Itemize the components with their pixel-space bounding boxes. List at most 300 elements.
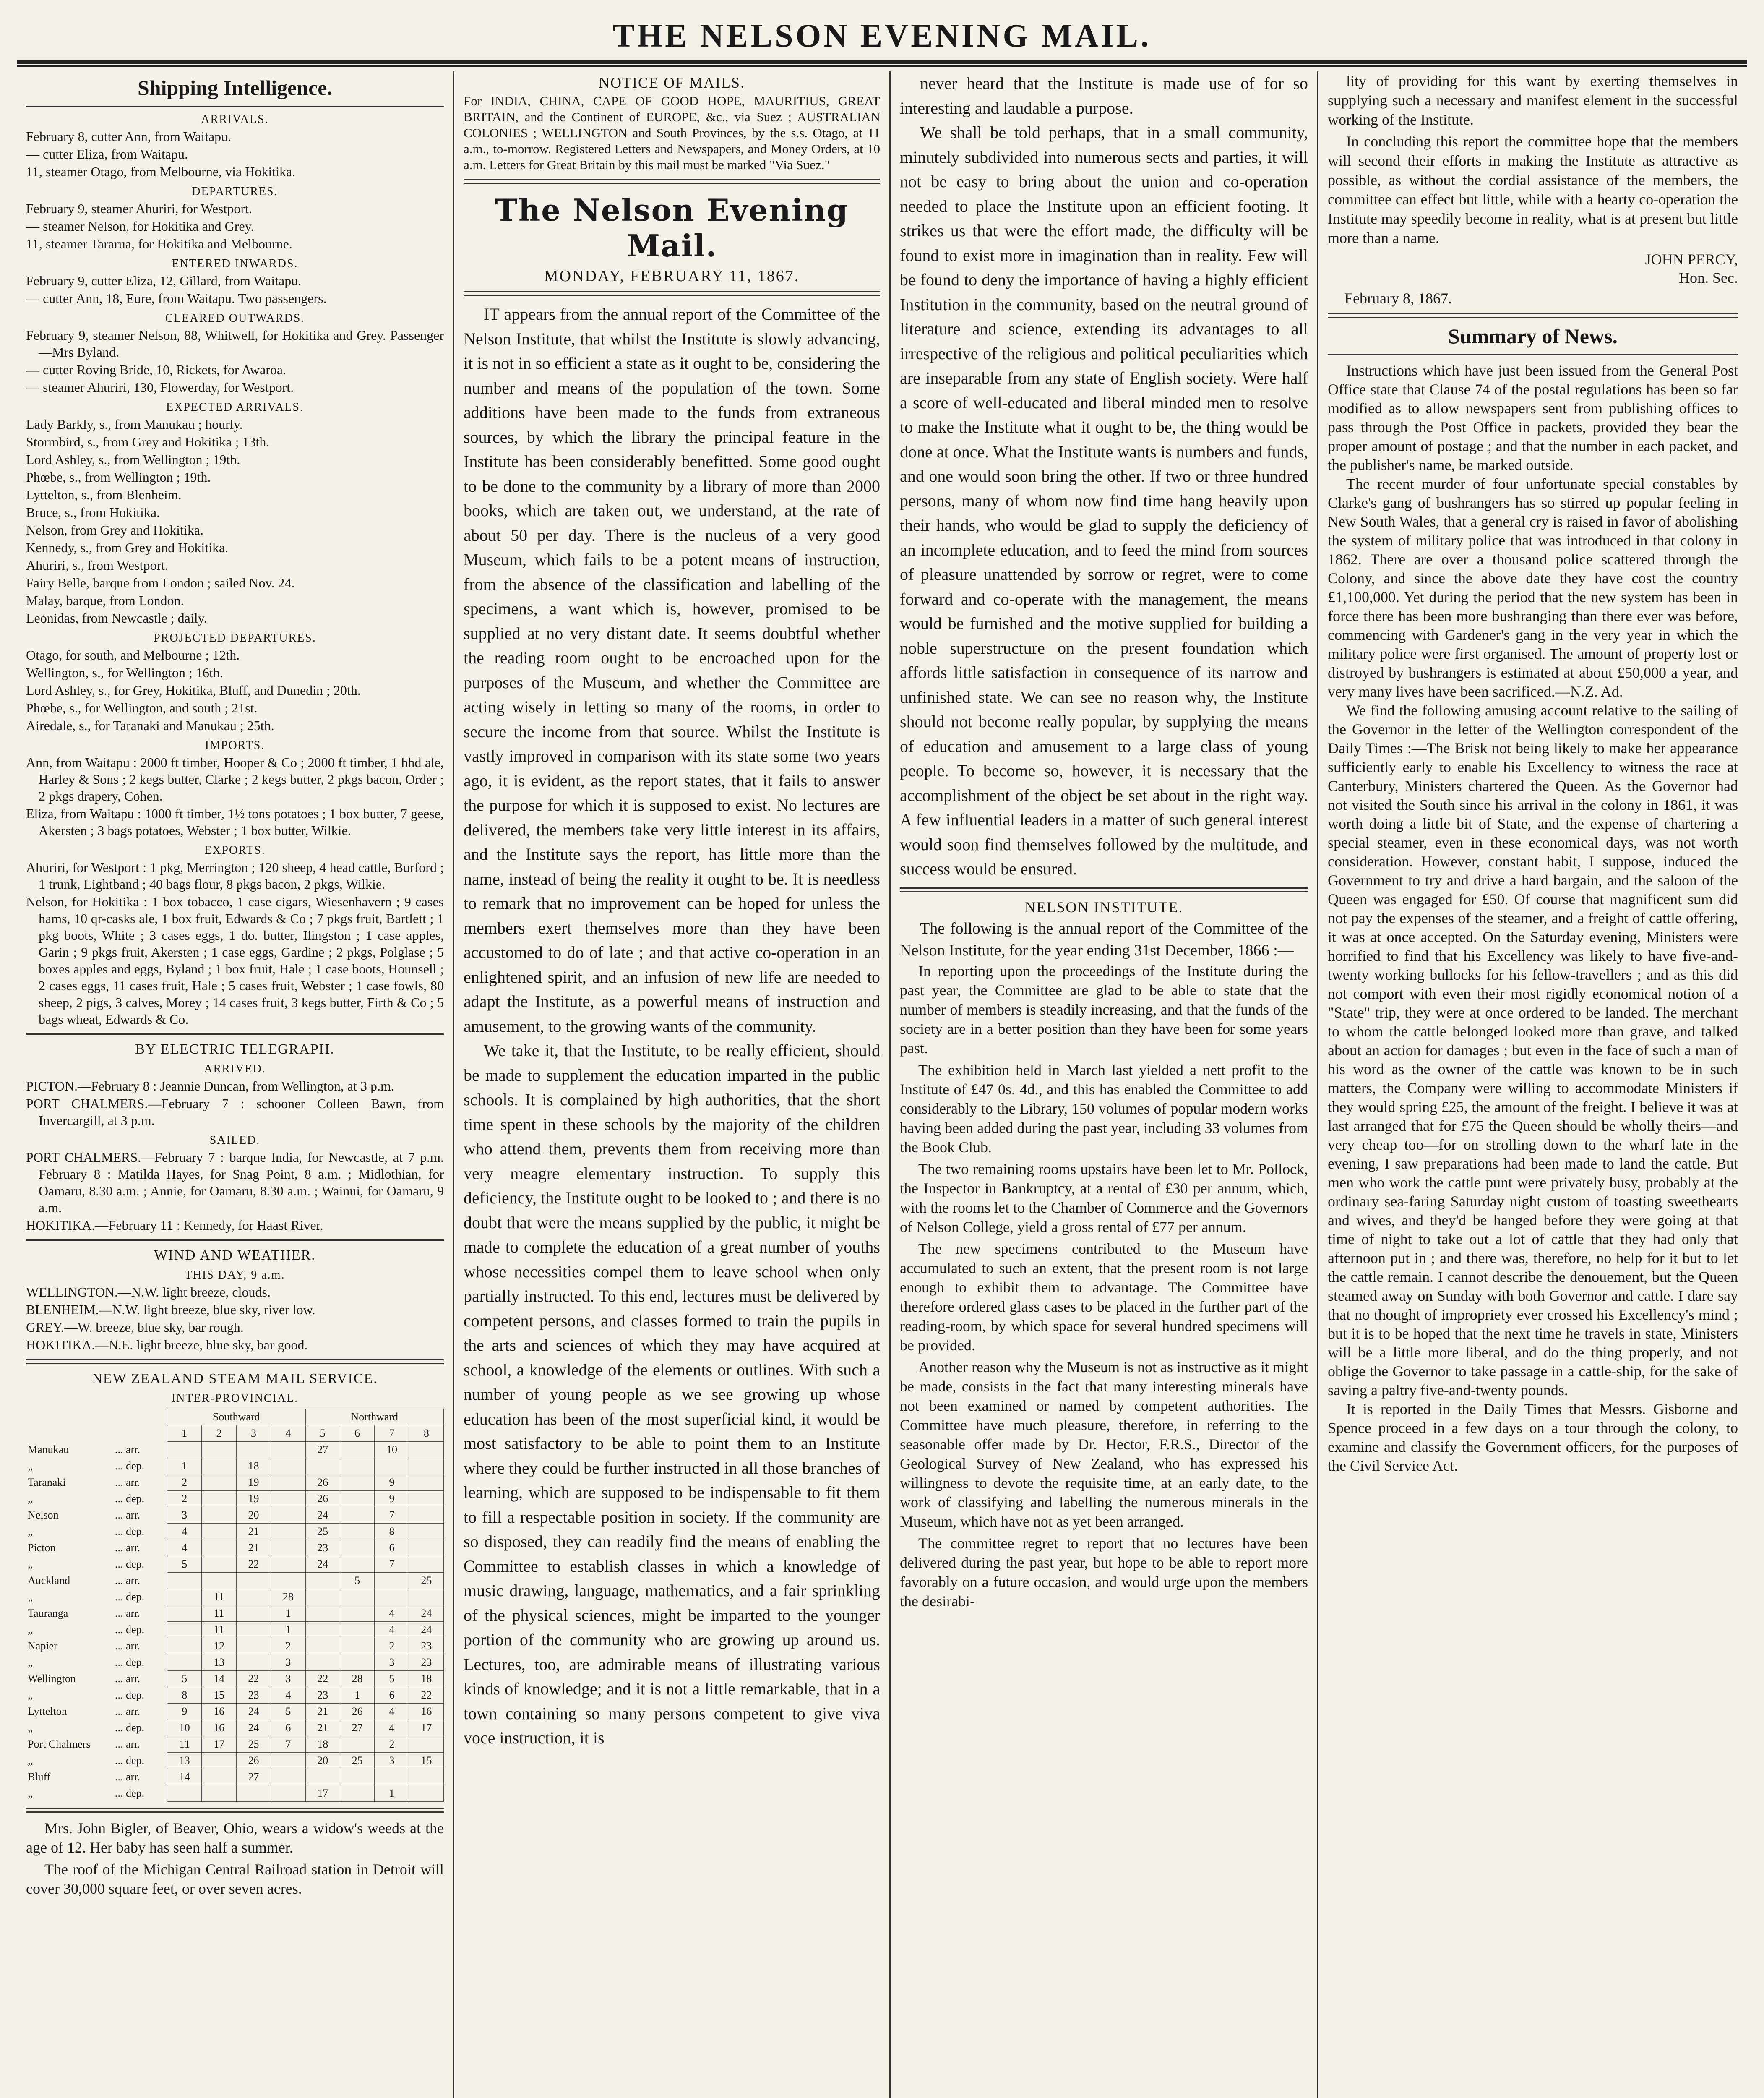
mail-header-row xyxy=(26,1425,444,1442)
mail-service-head: NEW ZEALAND STEAM MAIL SERVICE. xyxy=(92,1371,378,1386)
mail-cell: 8 xyxy=(375,1524,409,1540)
expected-list xyxy=(26,416,444,626)
exports-list xyxy=(26,859,444,1028)
paragraph: The two remaining rooms upstairs have been let to Mr. Pollock, the Inspector in Bankruptcy, at a rental of £30 per annum, which, with the rooms let to the Chamber of Commerce and the Governors of Nelson College, yield a gross rental of £77 per annum. xyxy=(900,1160,1308,1235)
mail-arr-dep: ... arr. xyxy=(115,1443,140,1456)
table-row xyxy=(26,1638,444,1654)
mail-cell xyxy=(202,1524,236,1540)
mail-cell: 4 xyxy=(167,1524,202,1540)
arrivals-head: ARRIVALS. xyxy=(201,113,269,126)
mail-cell xyxy=(409,1736,443,1753)
list-item: Eliza, from Waitapu : 1000 ft timber, 1½ tons potatoes ; 1 box butter, 7 geese, Akersten ; 3 bags potatoes, Webster ; 1 box butter, Wilkie. xyxy=(26,806,444,838)
mail-cell: 26 xyxy=(305,1491,340,1507)
cleared-list xyxy=(26,327,444,396)
signature-title: Hon. Sec. xyxy=(1679,269,1738,286)
mail-cell xyxy=(305,1605,340,1622)
mail-cell: 3 xyxy=(375,1654,409,1671)
departures-head: DEPARTURES. xyxy=(192,185,278,198)
paragraph: lity of providing for this want by exerting themselves in supplying such a necessary and manifest element in the successful working of the Institute. xyxy=(1328,73,1738,128)
mail-cell: 24 xyxy=(236,1704,271,1720)
mail-col-header: 6 xyxy=(340,1425,374,1442)
mail-arr-dep: ... arr. xyxy=(115,1509,140,1521)
mail-cell: 23 xyxy=(305,1540,340,1556)
mail-cell: 16 xyxy=(202,1704,236,1720)
list-item: PICTON.—February 8 : Jeannie Duncan, from Wellington, at 3 p.m. xyxy=(26,1078,394,1093)
mail-cell xyxy=(340,1654,374,1671)
mail-cell: 21 xyxy=(236,1540,271,1556)
news-item: It is reported in the Daily Times that Messrs. Gisborne and Spence proceed in a few days on a tour through the colony, to examine and classify the Government officers, for the purposes of the Civil Service Act. xyxy=(1328,1401,1738,1474)
mail-cell: 1 xyxy=(375,1785,409,1802)
table-row xyxy=(26,1736,444,1753)
mail-place: „ xyxy=(28,1787,33,1799)
mail-cell xyxy=(409,1442,443,1458)
paragraph: The committee regret to report that no lectures have been delivered during the past year, but hope to be able to report more favorably on a future occasion, and would urge upon the members the desirabi- xyxy=(900,1534,1308,1610)
mail-place: Picton xyxy=(28,1542,56,1554)
mail-cell: 17 xyxy=(202,1736,236,1753)
table-row xyxy=(26,1671,444,1687)
mail-place: „ xyxy=(28,1623,33,1636)
mail-cell: 24 xyxy=(305,1556,340,1573)
mail-arr-dep: ... dep. xyxy=(115,1460,145,1472)
mail-cell: 3 xyxy=(271,1654,305,1671)
mail-cell: 21 xyxy=(305,1720,340,1736)
list-item: Ahuriri, s., from Westport. xyxy=(26,558,169,573)
divider xyxy=(26,1239,444,1241)
divider xyxy=(26,1033,444,1035)
mail-cell xyxy=(202,1573,236,1589)
mail-cell xyxy=(340,1785,374,1802)
mail-cell xyxy=(236,1654,271,1671)
mail-cell: 22 xyxy=(305,1671,340,1687)
mail-cell xyxy=(340,1556,374,1573)
mail-cell: 7 xyxy=(271,1736,305,1753)
list-item: BLENHEIM.—N.W. light breeze, blue sky, river low. xyxy=(26,1302,315,1317)
mail-cell xyxy=(409,1589,443,1605)
signature-name: JOHN PERCY, xyxy=(1645,251,1738,268)
mail-cell xyxy=(340,1638,374,1654)
mail-cell xyxy=(305,1654,340,1671)
list-item: February 9, cutter Eliza, 12, Gillard, from Waitapu. xyxy=(26,273,302,288)
paragraph: The exhibition held in March last yielded a nett profit to the Institute of £47 0s. 4d., and this has enabled the Committee to add considerably to the Library, 150 volumes of popular modern works having been added during the past year, including 33 volumes from the Book Club. xyxy=(900,1061,1308,1156)
projected-list xyxy=(26,647,444,734)
mail-cell xyxy=(409,1785,443,1802)
list-item: 11, steamer Otago, from Melbourne, via Hokitika. xyxy=(26,164,296,179)
mail-cell: 26 xyxy=(305,1474,340,1491)
list-item: Phœbe, s., from Wellington ; 19th. xyxy=(26,470,211,485)
mail-place: „ xyxy=(28,1493,33,1505)
table-row xyxy=(26,1720,444,1736)
list-item: Ahuriri, for Westport : 1 pkg, Merrington ; 120 sheep, 4 head cattle, Burford ; 1 trunk, Lightband ; 40 bags flour, 8 pkgs bacon, 2 pkgs, Wilkie. xyxy=(26,860,444,892)
mail-cell: 7 xyxy=(375,1556,409,1573)
weather-sub: THIS DAY, 9 a.m. xyxy=(185,1268,285,1281)
mail-place: „ xyxy=(28,1722,33,1734)
mail-arr-dep: ... arr. xyxy=(115,1705,140,1717)
mail-cell: 11 xyxy=(202,1605,236,1622)
mail-place: „ xyxy=(28,1656,33,1668)
mail-cell xyxy=(375,1458,409,1474)
table-row xyxy=(26,1654,444,1671)
mail-cell xyxy=(202,1769,236,1785)
mail-place: Wellington xyxy=(28,1673,76,1685)
column-3 xyxy=(889,71,1317,2098)
list-item: February 8, cutter Ann, from Waitapu. xyxy=(26,129,232,144)
mail-cell: 22 xyxy=(236,1671,271,1687)
imports-head: IMPORTS. xyxy=(205,739,265,752)
mail-arr-dep: ... arr. xyxy=(115,1771,140,1783)
divider xyxy=(900,887,1308,892)
mail-cell: 27 xyxy=(236,1769,271,1785)
list-item: Nelson, for Hokitika : 1 box tobacco, 1 case cigars, Wiesenhavern ; 9 cases hams, 10 qr-casks ale, 1 box fruit, Edwards & Co ; 7 pkgs fruit, Bartlett ; 1 pkg boots, White ; 3 cases eggs, 1 do. butter, Ilingston ; 1 case apples, Garin ; 9 pkgs fruit, Akersten ; 1 case eggs, Gardine ; 2 pkgs, Polglase ; 5 boxes apples and eggs, Byland ; 1 box fruit, Hale ; 1 case boots, Hounsell ; 2 cases eggs, 11 cases fruit, Hale ; 5 cases fruit, Webster ; 1 case fowls, 80 sheep, 2 pigs, 3 calves, Morey ; 14 cases fruit, 3 kegs butter, Firth & Co ; 5 bags wheat, Edwards & Co. xyxy=(26,894,444,1027)
mail-cell: 5 xyxy=(375,1671,409,1687)
mail-cell xyxy=(202,1458,236,1474)
mail-cell: 19 xyxy=(236,1474,271,1491)
masthead-title: THE NELSON EVENING MAIL. xyxy=(612,17,1152,54)
mail-cell: 7 xyxy=(375,1507,409,1524)
mail-arr-dep: ... arr. xyxy=(115,1476,140,1488)
mail-cell xyxy=(409,1507,443,1524)
news-title: Summary of News. xyxy=(1448,324,1618,348)
list-item: Lord Ashley, s., for Grey, Hokitika, Bluff, and Dunedin ; 20th. xyxy=(26,683,361,698)
mail-place: Port Chalmers xyxy=(28,1738,91,1750)
notice-title: NOTICE OF MAILS. xyxy=(598,74,745,91)
divider xyxy=(1328,354,1738,355)
table-row xyxy=(26,1589,444,1605)
arrivals-list xyxy=(26,128,444,180)
mail-cell xyxy=(305,1622,340,1638)
mail-cell xyxy=(271,1507,305,1524)
mail-cell xyxy=(271,1785,305,1802)
news-items xyxy=(1328,361,1738,1475)
mail-cell: 10 xyxy=(167,1720,202,1736)
list-item: Leonidas, from Newcastle ; daily. xyxy=(26,611,207,626)
mail-place: „ xyxy=(28,1754,33,1767)
mail-arr-dep: ... dep. xyxy=(115,1656,145,1668)
mail-arr-dep: ... dep. xyxy=(115,1754,145,1767)
mail-cell: 1 xyxy=(271,1605,305,1622)
news-item: We find the following amusing account relative to the sailing of the Governor in the letter of the Wellington correspondent of the Daily Times :—The Brisk not being likely to make her appearance sufficiently early to enable his Excellency to witness the race at Canterbury, Ministers chartered the Queen. As the Governor had not visited the South since his arrival in the colony in 1861, it was worth doing a little bit of State, and the expense of chartering a special steamer, even in these economical days, was not worth consideration. However, constant habit, I suppose, induced the Government to try and drive a hard bargain, and the saloon of the Queen was engaged for £50. Of course that magnificent sum did not pay the expenses of the steamer, and a freight of cattle offering, it was at once accepted. On the Saturday evening, Ministers were horrified to find that his Excellency was likely to have five-and-twenty working bullocks for his fellow-travellers ; and as this did not comport with even their most rigidly economical notion of a "State" trip, they were at once ordered to be landed. The merchant to whom the cattle belonged looked more than grave, and talked about an action for damages ; but even in the face of such a man of his word as the owner of the cattle was known to be in such matters, the Company were willing to accommodate Ministers if they would spring £25, the amount of the freight. I believe it was at last arranged that for £75 the Queen should be wholly theirs—and very cheap too—for on strolling down to the wharf late in the evening, I saw preparations had been made to land the cattle. But men who work the cattle punt were privately busy, probably at the ordinary sea-faring Saturday night custom of toasting sweethearts and wives, and they'd be hanged before they were going at that time of night to take out a lot of cattle that they had only that afternoon put in ; and there was, therefore, no help for it but to let the cattle remain. I cannot describe the denouement, but the Queen steamed away on Sunday with both Governor and cattle. I dare say that no thought of impropriety ever crossed his Excellency's mind ; but it is to be hoped that the next time he travels in state, Ministers will be a little more liberal, and do the thing properly, and not oblige the Governor to take passage in a cattle-ship, for the sake of saving a paltry five-and-twenty pounds. xyxy=(1328,702,1738,1399)
masthead xyxy=(0,0,1764,63)
mail-cell xyxy=(271,1540,305,1556)
mail-cell: 11 xyxy=(167,1736,202,1753)
shipping-title: Shipping Intelligence. xyxy=(138,76,332,99)
mail-cell: 8 xyxy=(167,1687,202,1704)
list-item: Airedale, s., for Taranaki and Manukau ; 25th. xyxy=(26,718,274,733)
paragraph: In concluding this report the committee hope that the members will second their efforts in making the Institute as attractive as possible, as without the cordial assistance of the members, the committee can effect but little, while with a hearty co-operation the Institute may speedily become in reality, what is at present but little more than a name. xyxy=(1328,133,1738,246)
table-row xyxy=(26,1704,444,1720)
mail-arr-dep: ... dep. xyxy=(115,1591,145,1603)
mail-cell: 4 xyxy=(271,1687,305,1704)
mail-cell xyxy=(236,1442,271,1458)
mail-arr-dep: ... arr. xyxy=(115,1542,140,1554)
mail-cell xyxy=(340,1491,374,1507)
mail-cell xyxy=(167,1442,202,1458)
mail-cell xyxy=(167,1589,202,1605)
list-item: Lord Ashley, s., from Wellington ; 19th. xyxy=(26,452,240,467)
paragraph: We shall be told perhaps, that in a small community, minutely subdivided into numerous sects and parties, it will not be easy to bring about the union and co-operation needed to place the Institute upon an efficient footing. It strikes us that were the effort made, the difficulty will be found to exist more in imagination than in reality. Few will be found to deny the importance of having a highly efficient Institution in the community, based on the neutral ground of literature and science, extending its advantages to all irrespective of the religious and political peculiarities which are inseparable from any state of English society. Were half a score of well-educated and liberal minded men to resolve to make the Institute what it ought to be, the thing would be done at once. What the Institute wants is numbers and funds, and one would soon bring the other. If two or three hundred persons, many of whom now find time hang heavily upon their hands, who would be glad to supply the deficiency of an incomplete education, and to feed the mind from sources of pleasure unattended by sorrow or regret, were to come forward and co-operate with the management, the means would be furnished and the motive supplied for building a noble superstructure on the present foundation which affords little satisfaction in consequence of its narrow and unfinished state. We can see no reason why, the Institute should not become really popular, by supplying the means of education and amusement to a large class of young people. To become so, however, it is necessary that the accomplishment of the object be set about in the right way. A few influential leaders in a matter of such general interest would soon find themselves followed by the multitude, and success would be ensured. xyxy=(900,123,1308,878)
table-row xyxy=(26,1524,444,1540)
mail-col-header: 3 xyxy=(236,1425,271,1442)
entered-list xyxy=(26,272,444,307)
mail-cell xyxy=(409,1474,443,1491)
list-item: Nelson, from Grey and Hokitika. xyxy=(26,522,204,538)
mail-group-south: Southward xyxy=(167,1409,306,1425)
mail-cell: 17 xyxy=(409,1720,443,1736)
mail-cell: 18 xyxy=(305,1736,340,1753)
paragraph: Another reason why the Museum is not as instructive as it might be made, consists in the fact that many interesting minerals have not been examined or named by competent authorities. The Committee have much pleasure, therefore, in referring to the seasonable offer made by Dr. Hector, F.R.S., Director of the Geological Survey of New Zealand, who has expressed his willingness to devote the requisite time, at an early date, to the work of classifying and labelling the numerous minerals in the Museum, which have not as yet been arranged. xyxy=(900,1358,1308,1530)
list-item: — cutter Eliza, from Waitapu. xyxy=(26,146,188,162)
mail-arr-dep: ... dep. xyxy=(115,1722,145,1734)
mail-cell xyxy=(202,1442,236,1458)
arrived-list xyxy=(26,1078,444,1129)
table-row xyxy=(26,1507,444,1524)
mail-cell: 14 xyxy=(202,1671,236,1687)
mail-place: Nelson xyxy=(28,1509,59,1521)
list-item: February 9, steamer Nelson, 88, Whitwell, for Hokitika and Grey. Passenger—Mrs Byland. xyxy=(26,328,444,360)
mail-cell: 9 xyxy=(375,1474,409,1491)
mail-cell xyxy=(340,1736,374,1753)
mail-schedule-table xyxy=(26,1409,444,1802)
paragraph: In reporting upon the proceedings of the Institute during the past year, the Committee are glad to be able to state that the number of members is steadily increasing, and that the funds of the society are in a better position than they have been for some years past. xyxy=(900,962,1308,1057)
mail-cell xyxy=(340,1605,374,1622)
mail-cell: 3 xyxy=(167,1507,202,1524)
mail-place: „ xyxy=(28,1591,33,1603)
mail-cell xyxy=(202,1785,236,1802)
telegraph-head: BY ELECTRIC TELEGRAPH. xyxy=(135,1041,335,1057)
imports-list xyxy=(26,754,444,839)
divider xyxy=(464,179,880,184)
column-2 xyxy=(453,71,889,2098)
list-item: — cutter Roving Bride, 10, Rickets, for Awaroa. xyxy=(26,362,287,377)
mail-place: Auckland xyxy=(28,1574,70,1587)
table-row xyxy=(26,1573,444,1589)
mail-cell xyxy=(340,1589,374,1605)
mail-cell: 2 xyxy=(375,1638,409,1654)
departures-list xyxy=(26,200,444,252)
table-row xyxy=(26,1785,444,1802)
mail-cell xyxy=(375,1589,409,1605)
mail-cell: 16 xyxy=(202,1720,236,1736)
news-item: Instructions which have just been issued from the General Post Office state that Clause 74 of the postal regulations has been so far modified as to allow newspapers sent from publishing offices to pass through the Post Office in packets, provided they bear the proper amount of postage ; and that the number in each packet, and the publisher's name, be marked outside. xyxy=(1328,362,1738,473)
mail-place: „ xyxy=(28,1525,33,1537)
mail-cell: 24 xyxy=(409,1622,443,1638)
mail-cell: 1 xyxy=(340,1687,374,1704)
mail-cell: 22 xyxy=(236,1556,271,1573)
mail-cell xyxy=(236,1605,271,1622)
mail-cell xyxy=(202,1556,236,1573)
mail-cell xyxy=(236,1589,271,1605)
mail-cell xyxy=(409,1556,443,1573)
sailed-list xyxy=(26,1149,444,1234)
table-row xyxy=(26,1442,444,1458)
list-item: Ann, from Waitapu : 2000 ft timber, Hooper & Co ; 2000 ft timber, 1 hhd ale, Harley & Sons ; 2 kegs butter, Clarke ; 2 kegs butter, 2 pkgs bacon, Order ; 2 pkgs drapery, Cohen. xyxy=(26,755,444,804)
mail-cell xyxy=(202,1491,236,1507)
news-item: The recent murder of four unfortunate special constables by Clarke's gang of bushrangers has so stirred up popular feeling in New South Wales, that a general cry is raised in favor of abolishing the system of military police that was introduced in that colony in 1862. There are over a thousand police scattered through the Colony, and since the above date they have cost the country £1,100,000. Yet during the period that the new system has been in force there has been more bushranging than there ever was before, commencing with Gardener's gang in the very year in which the military police were first organised. The amount of property lost or distroyed by bushrangers is estimated at about £50,000 a year, and very many lives have been sacrificed.—N.Z. Ad. xyxy=(1328,475,1738,700)
mail-cell: 25 xyxy=(340,1753,374,1769)
mail-cell xyxy=(236,1622,271,1638)
mail-cell xyxy=(305,1638,340,1654)
sailed-head: SAILED. xyxy=(209,1134,261,1147)
editorial-continued xyxy=(900,71,1308,882)
mail-cell: 25 xyxy=(236,1736,271,1753)
masthead-rule-thin xyxy=(17,65,1747,67)
mail-place: Bluff xyxy=(28,1771,51,1783)
mail-col-header: 8 xyxy=(409,1425,443,1442)
mail-cell: 25 xyxy=(409,1573,443,1589)
list-item: Lyttelton, s., from Blenheim. xyxy=(26,487,182,502)
mail-cell: 2 xyxy=(271,1638,305,1654)
mail-cell: 4 xyxy=(375,1704,409,1720)
table-row xyxy=(26,1622,444,1638)
mail-cell xyxy=(167,1638,202,1654)
mail-cell xyxy=(340,1474,374,1491)
arrived-head: ARRIVED. xyxy=(204,1062,266,1075)
list-item: — cutter Ann, 18, Eure, from Waitapu. Two passengers. xyxy=(26,291,327,306)
list-item: Fairy Belle, barque from London ; sailed Nov. 24. xyxy=(26,575,295,590)
mail-cell: 22 xyxy=(409,1687,443,1704)
mail-cell: 19 xyxy=(236,1491,271,1507)
mail-cell xyxy=(167,1654,202,1671)
mail-cell: 27 xyxy=(340,1720,374,1736)
list-item: Otago, for south, and Melbourne ; 12th. xyxy=(26,647,240,663)
mail-cell xyxy=(202,1474,236,1491)
mail-cell: 5 xyxy=(167,1556,202,1573)
mail-cell xyxy=(271,1458,305,1474)
mail-cell xyxy=(409,1524,443,1540)
mail-cell xyxy=(202,1507,236,1524)
mail-cell: 2 xyxy=(375,1736,409,1753)
mail-place: „ xyxy=(28,1558,33,1570)
weather-head: WIND AND WEATHER. xyxy=(154,1247,316,1263)
mail-cell: 3 xyxy=(271,1671,305,1687)
mail-cell: 28 xyxy=(271,1589,305,1605)
mail-cell xyxy=(236,1638,271,1654)
paper-title: The Nelson Evening Mail. xyxy=(495,192,849,264)
paragraph: We take it, that the Institute, to be really efficient, should be made to supplement the education imparted in the public schools. It is complained by high authorities, that the short time spent in these schools by the majority of the children who attend them, prevents them from receiving more than very meagre elementary instruction. To supply this deficiency, the Institute ought to be looked to ; and there is no doubt that were the means supplied by the public, it might be made to complete the education of a great number of youths whose necessities compel them to leave school when only partially instructed. To this end, lectures must be delivered by competent persons, and classes formed to train the pupils in the arts and sciences of which they may have acquired at school, a knowledge of the elements or outlines. With such a number of young people as we see growing up whose education has been of the most superficial kind, it would be most satisfactory to be able to point them to an Institute where they could be further instructed in all those branches of learning, which are supposed to be indispensable to fit them to fill a respectable position in society. If the community are so disposed, they can readily find the means of enabling the Committee to establish classes in which a knowledge of music drawing, language, mathematics, and a fair sprinkling of the physical sciences, might be imparted to the younger portion of the community who are growing up around us. Lectures, too, are admirable means of illustrating various kinds of knowledge; and it is not a little remarkable, that in a town containing so many persons competent to give viva voce instruction, it is xyxy=(464,1041,880,1747)
mail-cell: 1 xyxy=(271,1622,305,1638)
mail-cell: 16 xyxy=(409,1704,443,1720)
signature-date: February 8, 1867. xyxy=(1344,290,1452,307)
mail-cell xyxy=(340,1769,374,1785)
list-item: PORT CHALMERS.—February 7 : schooner Colleen Bawn, from Invercargill, at 3 p.m. xyxy=(26,1096,444,1128)
mail-cell: 23 xyxy=(236,1687,271,1704)
mail-service-sub: INTER-PROVINCIAL. xyxy=(171,1392,299,1405)
list-item: WELLINGTON.—N.W. light breeze, clouds. xyxy=(26,1284,271,1300)
column-4 xyxy=(1317,71,1747,2098)
mail-cell: 20 xyxy=(305,1753,340,1769)
projected-head: PROJECTED DEPARTURES. xyxy=(154,631,316,645)
list-item: 11, steamer Tararua, for Hokitika and Melbourne. xyxy=(26,236,292,251)
divider xyxy=(26,1808,444,1813)
list-item: PORT CHALMERS.—February 7 : barque India, for Newcastle, at 7 p.m. February 8 : Matilda Hayes, for Snag Point, 8 a.m. ; Midlothian, for Oamaru, 8.30 a.m. ; Annie, for Oamaru, 8.30 a.m. ; Wainui, for Oamaru, 9 a.m. xyxy=(26,1150,444,1215)
mail-place: Lyttelton xyxy=(28,1705,67,1717)
mail-cell: 4 xyxy=(167,1540,202,1556)
paper-date: MONDAY, FEBRUARY 11, 1867. xyxy=(544,267,800,285)
mail-cell: 25 xyxy=(305,1524,340,1540)
exports-head: EXPORTS. xyxy=(204,844,266,857)
mail-cell: 5 xyxy=(167,1671,202,1687)
mail-cell: 4 xyxy=(375,1605,409,1622)
mail-cell: 13 xyxy=(167,1753,202,1769)
mail-group-north: Northward xyxy=(305,1409,444,1425)
mail-arr-dep: ... arr. xyxy=(115,1640,140,1652)
mail-cell xyxy=(271,1573,305,1589)
mail-cell: 5 xyxy=(340,1573,374,1589)
mail-arr-dep: ... arr. xyxy=(115,1574,140,1587)
paragraph: The roof of the Michigan Central Railroad station in Detroit will cover 30,000 square feet, or over seven acres. xyxy=(26,1861,444,1897)
mail-cell: 6 xyxy=(271,1720,305,1736)
mail-cell: 18 xyxy=(409,1671,443,1687)
mail-cell: 12 xyxy=(202,1638,236,1654)
tail-notes xyxy=(26,1819,444,1898)
mail-cell xyxy=(340,1442,374,1458)
mail-cell: 6 xyxy=(375,1687,409,1704)
mail-arr-dep: ... dep. xyxy=(115,1525,145,1537)
mail-cell xyxy=(340,1622,374,1638)
weather-list xyxy=(26,1284,444,1353)
mail-cell: 9 xyxy=(375,1491,409,1507)
mail-cell xyxy=(271,1753,305,1769)
list-item: HOKITIKA.—February 11 : Kennedy, for Haast River. xyxy=(26,1218,323,1233)
mail-place: Manukau xyxy=(28,1443,69,1456)
mail-cell xyxy=(271,1442,305,1458)
mail-col-header: 4 xyxy=(271,1425,305,1442)
mail-cell: 24 xyxy=(305,1507,340,1524)
mail-arr-dep: ... arr. xyxy=(115,1738,140,1750)
list-item: — steamer Nelson, for Hokitika and Grey. xyxy=(26,219,254,234)
list-item: Stormbird, s., from Grey and Hokitika ; 13th. xyxy=(26,434,270,449)
table-row xyxy=(26,1753,444,1769)
masthead-rule xyxy=(17,60,1747,64)
list-item: Bruce, s., from Hokitika. xyxy=(26,505,160,520)
mail-cell xyxy=(409,1769,443,1785)
table-row xyxy=(26,1605,444,1622)
mail-cell xyxy=(271,1491,305,1507)
mail-arr-dep: ... dep. xyxy=(115,1493,145,1505)
mail-cell: 26 xyxy=(236,1753,271,1769)
mail-cell: 4 xyxy=(375,1622,409,1638)
mail-cell: 21 xyxy=(236,1524,271,1540)
mail-cell: 2 xyxy=(167,1491,202,1507)
mail-cell: 15 xyxy=(202,1687,236,1704)
mail-cell: 15 xyxy=(409,1753,443,1769)
report-end xyxy=(1328,71,1738,248)
mail-table-body xyxy=(26,1442,444,1802)
mail-cell: 2 xyxy=(167,1474,202,1491)
mail-cell: 18 xyxy=(236,1458,271,1474)
mail-cell: 24 xyxy=(236,1720,271,1736)
institute-intro: The following is the annual report of the Committee of the Nelson Institute, for the year ending 31st December, 1866 :— xyxy=(900,919,1308,959)
mail-place: „ xyxy=(28,1689,33,1701)
mail-arr-dep: ... arr. xyxy=(115,1673,140,1685)
mail-cell: 11 xyxy=(202,1589,236,1605)
mail-arr-dep: ... dep. xyxy=(115,1689,145,1701)
mail-cell xyxy=(167,1605,202,1622)
mail-cell: 28 xyxy=(340,1671,374,1687)
list-item: HOKITIKA.—N.E. light breeze, blue sky, bar good. xyxy=(26,1337,308,1352)
mail-col-header: 1 xyxy=(167,1425,202,1442)
mail-cell: 1 xyxy=(167,1458,202,1474)
divider xyxy=(26,1359,444,1364)
mail-cell: 23 xyxy=(409,1638,443,1654)
mail-cell xyxy=(340,1458,374,1474)
mail-place: Napier xyxy=(28,1640,57,1652)
editorial-body xyxy=(464,302,880,1751)
mail-cell xyxy=(271,1769,305,1785)
expected-head: EXPECTED ARRIVALS. xyxy=(166,401,304,414)
mail-cell xyxy=(305,1458,340,1474)
table-row xyxy=(26,1474,444,1491)
mail-col-header: 5 xyxy=(305,1425,340,1442)
